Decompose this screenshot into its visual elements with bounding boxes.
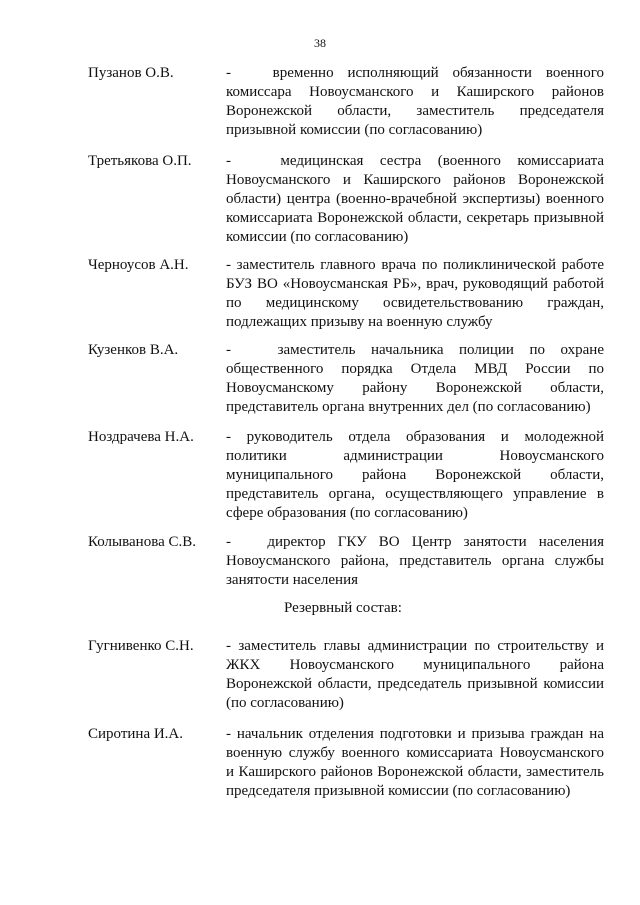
member-name: Колыванова С.В.	[88, 534, 196, 550]
member-description: - временно исполняющий обязанности военного комиссара Новоусманского и Каширского районов Воронежской области, заместитель председателя призывной комиссии (по согласованию)	[226, 65, 604, 138]
page-number: 38	[314, 36, 326, 50]
reserve-section-title: Резервный состав:	[284, 600, 402, 616]
member-description: - директор ГКУ ВО Центр занятости населения Новоусманского района, представитель органа службы занятости населения	[226, 534, 604, 588]
member-description: - заместитель главного врача по поликлинической работе БУЗ ВО «Новоусманская РБ», врач, руководящий работой по медицинскому освидетельствованию граждан, подлежащих призыву на военную службу	[226, 257, 604, 330]
member-description: - заместитель главы администрации по строительству и ЖКХ Новоусманского муниципального района Воронежской области, председатель призывной комиссии (по согласованию)	[226, 638, 604, 711]
member-description: - начальник отделения подготовки и призыва граждан на военную службу военного комиссариата Новоусманского и Каширского районов Воронежской области, заместитель председателя призывной комиссии (по согласованию)	[226, 726, 604, 799]
member-name: Ноздрачева Н.А.	[88, 429, 194, 445]
member-description: - руководитель отдела образования и молодежной политики администрации Новоусманского муниципального района Воронежской области, представитель органа, осуществляющего управление в сфере образования (по согласованию)	[226, 429, 604, 521]
member-name: Черноусов А.Н.	[88, 257, 189, 273]
member-name: Сиротина И.А.	[88, 726, 184, 742]
member-description: - медицинская сестра (военного комиссариата Новоусманского и Каширского районов Воронежской области) центра (военно-врачебной экспертизы) военного комиссариата Воронежской области, секретарь призывной комиссии (по согласованию)	[226, 153, 604, 245]
member-name: Пузанов О.В.	[88, 65, 174, 81]
member-name: Третьякова О.П.	[88, 153, 192, 169]
member-name: Кузенков В.А.	[88, 342, 179, 358]
member-description: - заместитель начальника полиции по охране общественного порядка Отдела МВД России по Новоусманскому району Воронежской области, представитель органа внутренних дел (по согласованию)	[226, 342, 604, 415]
member-name: Гугнивенко С.Н.	[88, 638, 194, 654]
